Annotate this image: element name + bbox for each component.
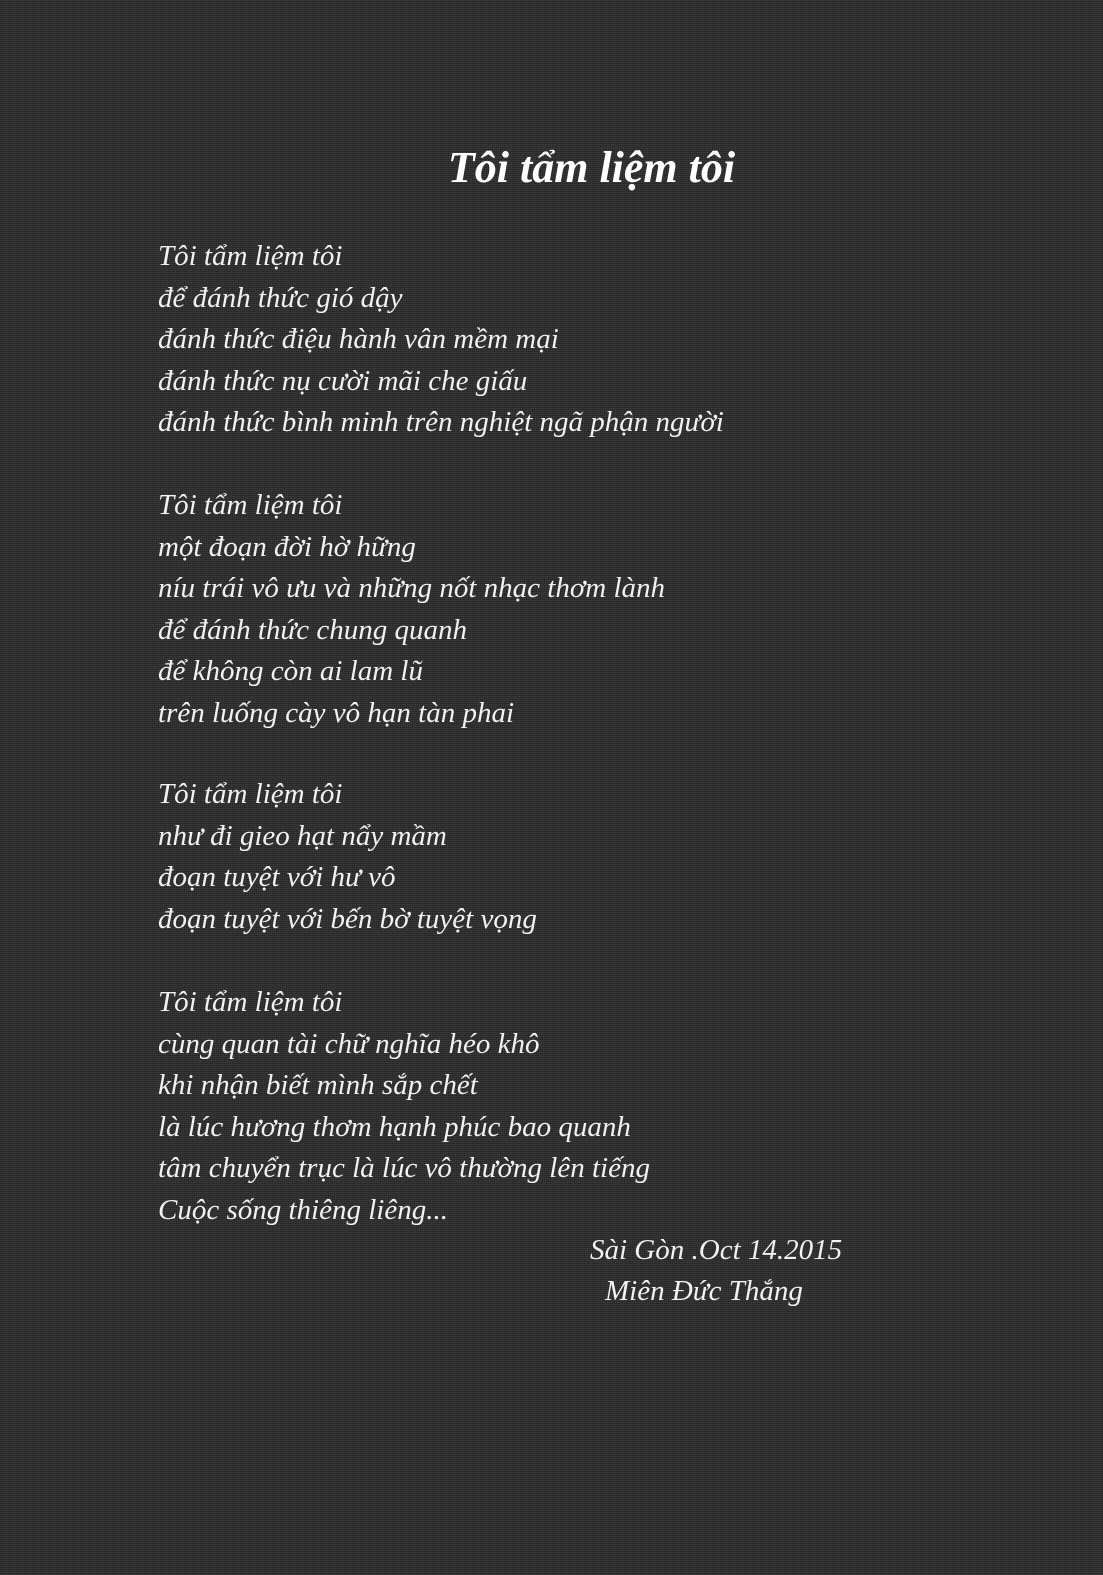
poem-line: để không còn ai lam lũ <box>158 655 423 687</box>
poem-line: để đánh thức chung quanh <box>158 613 467 646</box>
poem-line: Tôi tẩm liệm tôi <box>158 489 343 521</box>
poem-line: níu trái vô ưu và những nốt nhạc thơm lành <box>158 572 666 604</box>
poem-line: để đánh thức gió dậy <box>158 281 403 314</box>
poem-line: một đoạn đời hờ hững <box>158 530 416 563</box>
stanza-4 <box>158 982 650 1231</box>
poem-line: đánh thức nụ cười mãi che giấu <box>158 364 528 397</box>
stanza-2 <box>158 485 665 734</box>
poem-line: như đi gieo hạt nẩy mầm <box>158 819 447 852</box>
poem-title: Tôi tẩm liệm tôi <box>447 143 736 192</box>
poem-line: cùng quan tài chữ nghĩa héo khô <box>158 1027 540 1060</box>
poem-line: đoạn tuyệt với hư vô <box>158 861 396 893</box>
poem-line: đánh thức điệu hành vân mềm mại <box>158 323 559 355</box>
poem-line: đánh thức bình minh trên nghiệt ngã phận người <box>158 406 724 438</box>
poem-line: Cuộc sống thiêng liêng... <box>158 1193 448 1226</box>
poem-line: Tôi tẩm liệm tôi <box>158 778 343 810</box>
signature-place-date: Sài Gòn .Oct 14.2015 <box>590 1234 843 1266</box>
stanza-1 <box>158 236 724 444</box>
poem-line: đoạn tuyệt với bến bờ tuyệt vọng <box>158 902 537 935</box>
stanza-3 <box>158 774 537 940</box>
poem-line: là lúc hương thơm hạnh phúc bao quanh <box>158 1110 631 1143</box>
poem-line: Tôi tẩm liệm tôi <box>158 240 343 272</box>
poem-line: trên luống cày vô hạn tàn phai <box>158 696 515 729</box>
poem-line: tâm chuyển trục là lúc vô thường lên tiếng <box>158 1152 650 1184</box>
signature-author: Miên Đức Thắng <box>605 1275 803 1307</box>
poem-line: Tôi tẩm liệm tôi <box>158 986 343 1018</box>
poem-line: khi nhận biết mình sắp chết <box>158 1069 478 1101</box>
